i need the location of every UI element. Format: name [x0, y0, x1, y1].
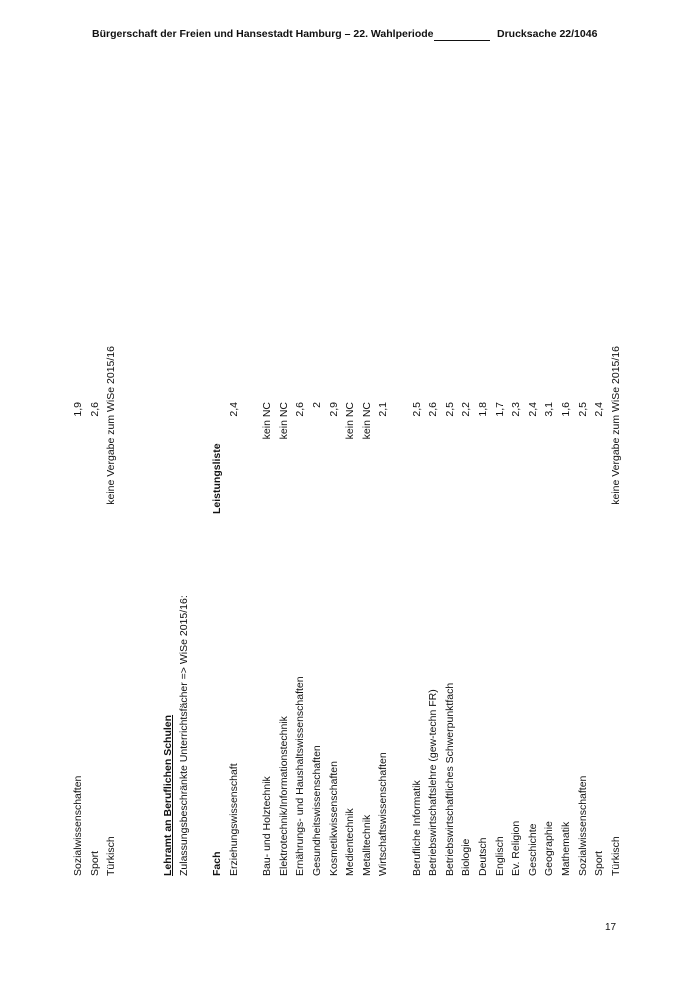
subject-name: Geographie [543, 821, 556, 876]
subject-name: Kosmetikwissenschaften [327, 761, 340, 876]
table-row [409, 96, 426, 876]
table-row [608, 96, 625, 876]
subject-table [70, 96, 630, 876]
header-rule [434, 40, 490, 41]
subject-value: 2,1 [377, 402, 390, 417]
subject-name: Elektrotechnik/Informationstechnik [277, 716, 290, 876]
table-row [508, 96, 525, 876]
table-row [425, 96, 442, 876]
table-row [359, 96, 376, 876]
subject-name: Betriebswirtschaftliches Schwerpunktfach [443, 682, 456, 876]
subject-name: Sport [593, 850, 606, 876]
subject-name: Sport [88, 850, 101, 876]
subject-name: Metalltechnik [360, 814, 373, 876]
subject-name: Englisch [493, 836, 506, 876]
column-header-value: Leistungsliste [211, 443, 224, 514]
subject-value: 1,8 [477, 402, 490, 417]
table-row [309, 96, 326, 876]
subject-value: kein NC [277, 402, 290, 440]
subject-value: 2,6 [427, 402, 440, 417]
subject-name: Medientechnik [344, 808, 357, 876]
subject-value: 2,2 [460, 402, 473, 417]
subject-value: 2,4 [228, 402, 241, 417]
subject-name: Ernährungs- und Haushaltswissenschaften [294, 676, 307, 876]
subject-name: Erziehungswissenschaft [228, 763, 241, 876]
header-title: Bürgerschaft der Freien und Hansestadt Hamburg – 22. Wahlperiode [92, 28, 434, 40]
subject-name: Betriebswirtschaftslehre (gew-techn FR) [427, 689, 440, 876]
subject-name: Deutsch [477, 837, 490, 876]
table-row [442, 96, 459, 876]
table-row [475, 96, 492, 876]
subject-name: Sozialwissenschaften [576, 775, 589, 876]
table-row [226, 96, 243, 876]
subject-name: Bau- und Holztechnik [261, 776, 274, 876]
document-number: Drucksache 22/1046 [497, 28, 598, 40]
rotated-table-region [70, 96, 630, 876]
subject-value: 2,5 [410, 402, 423, 417]
page-header [92, 28, 598, 40]
subject-value: 1,6 [560, 402, 573, 417]
subject-value: 1,7 [493, 402, 506, 417]
table-row [458, 96, 475, 876]
subject-name: Türkisch [609, 836, 622, 876]
subject-value: 2,6 [294, 402, 307, 417]
table-row [276, 96, 293, 876]
subject-name: Sozialwissenschaften [72, 775, 84, 876]
subject-value: keine Vergabe zum WiSe 2015/16 [609, 346, 622, 505]
section-subtitle: Zulassungsbeschränkte Unterrichtsfächer => WiSe 2015/16: [178, 595, 191, 876]
table-row [558, 96, 575, 876]
subject-value: 2,6 [88, 402, 101, 417]
subject-value: kein NC [261, 402, 274, 440]
subject-name: Geschichte [526, 823, 539, 876]
table-row [525, 96, 542, 876]
subject-value: 1,9 [72, 402, 84, 417]
subject-value: 2 [311, 402, 324, 408]
table-row [326, 96, 343, 876]
subject-value: keine Vergabe zum WiSe 2015/16 [105, 346, 118, 505]
subject-name: Türkisch [105, 836, 118, 876]
subject-value: 2,3 [510, 402, 523, 417]
subject-name: Biologie [460, 838, 473, 876]
table-row [541, 96, 558, 876]
subject-value: 3,1 [543, 402, 556, 417]
table-row [292, 96, 309, 876]
subject-value: 2,5 [443, 402, 456, 417]
subject-value: kein NC [360, 402, 373, 440]
subject-name: Wirtschaftswissenschaften [377, 752, 390, 876]
table-row [70, 96, 87, 876]
page-number: 17 [605, 922, 617, 933]
subject-value: 2,9 [327, 402, 340, 417]
table-row [259, 96, 276, 876]
subject-name: Berufliche Informatik [410, 780, 423, 876]
subject-name: Mathematik [560, 821, 573, 876]
section-title: Lehramt an Beruflichen Schulen [161, 714, 174, 876]
table-row [591, 96, 608, 876]
subject-value: 2,4 [526, 402, 539, 417]
subject-name: Gesundheitswissenschaften [311, 745, 324, 876]
table-row [342, 96, 359, 876]
table-row [375, 96, 392, 876]
column-header-subject: Fach [211, 851, 224, 876]
table-row [492, 96, 509, 876]
subject-value: 2,4 [593, 402, 606, 417]
table-row [87, 96, 104, 876]
table-row [103, 96, 120, 876]
subject-value: 2,5 [576, 402, 589, 417]
subject-name: Ev. Religion [510, 820, 523, 876]
table-row [575, 96, 592, 876]
subject-value: kein NC [344, 402, 357, 440]
